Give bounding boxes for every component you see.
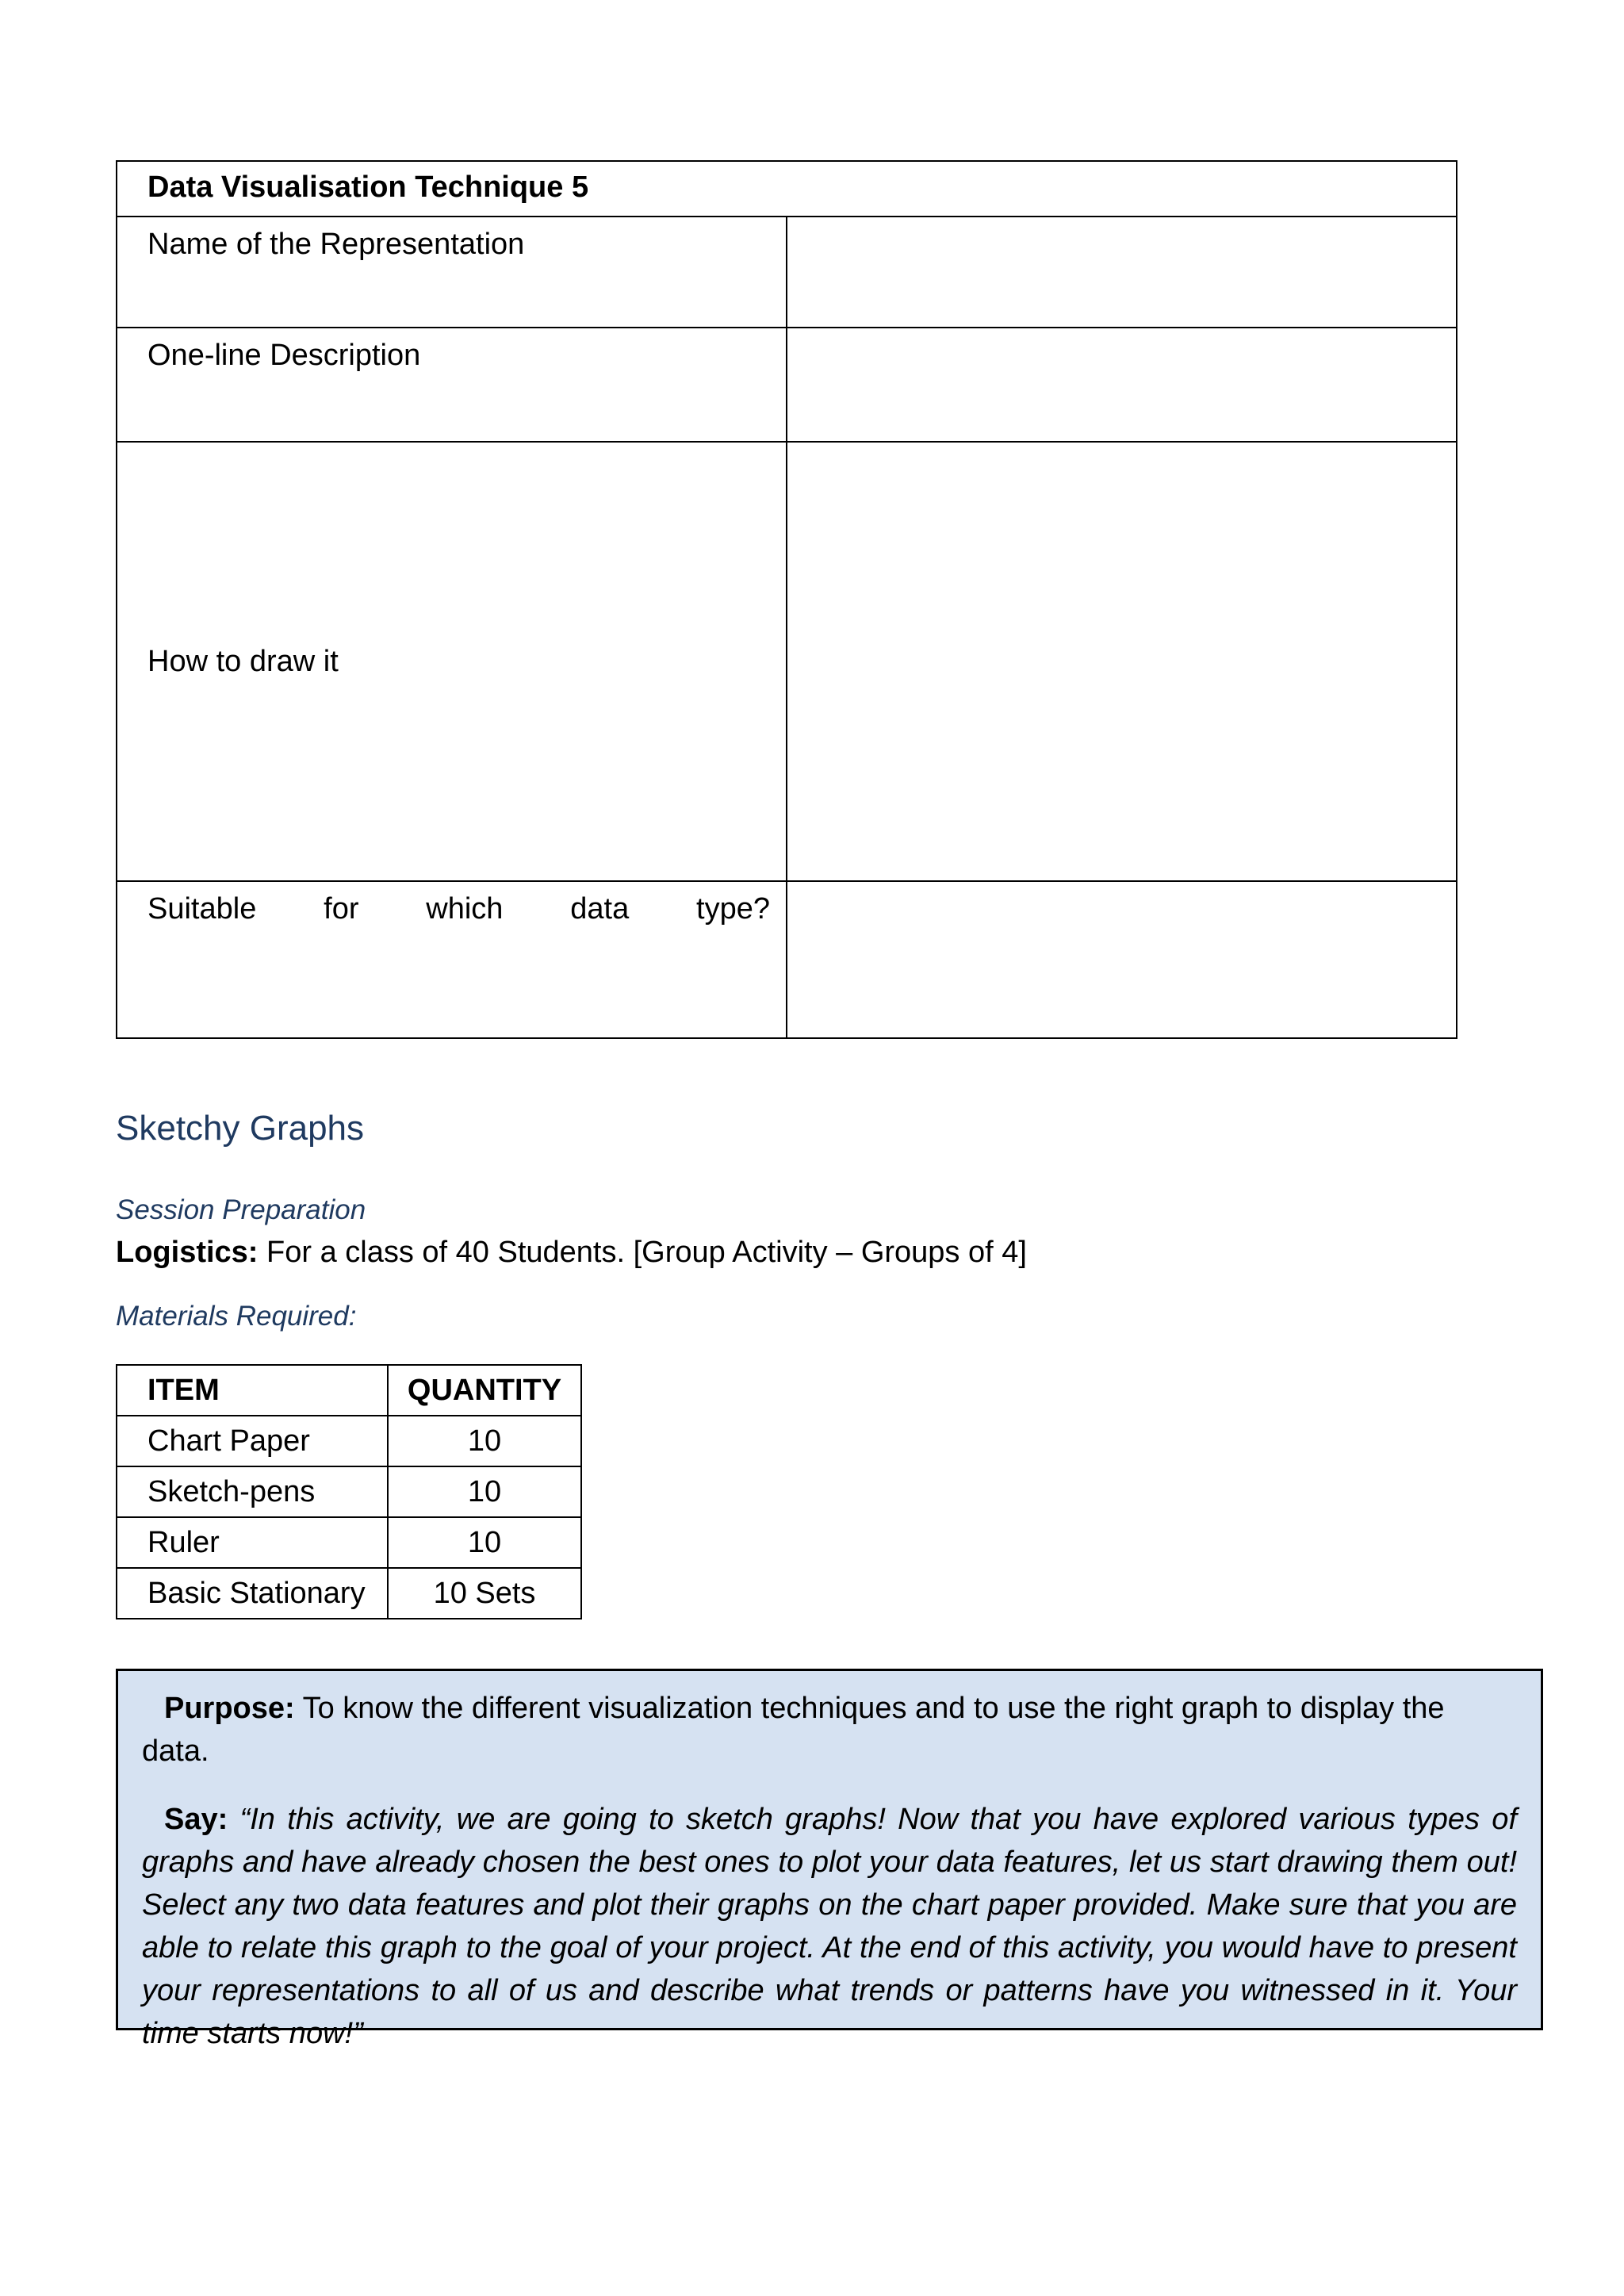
logistics-text: For a class of 40 Students. [Group Activity – Groups of 4] (258, 1236, 1027, 1269)
purpose-text: To know the different visualization techniques and to use the right graph to display the data. (142, 1692, 1445, 1768)
quantity-cell: 10 (388, 1416, 581, 1466)
row-value-description[interactable] (787, 328, 1457, 442)
materials-header-row (117, 1365, 581, 1416)
logistics-label: Logistics: (116, 1236, 259, 1269)
quantity-cell: 10 (388, 1517, 581, 1568)
materials-required-heading: Materials Required: (116, 1301, 357, 1332)
purpose-paragraph (142, 1687, 1517, 1773)
technique-table-title: Data Visualisation Technique 5 (117, 161, 1457, 217)
say-label: Say: (164, 1803, 228, 1836)
column-header-quantity: QUANTITY (388, 1365, 581, 1416)
say-text: “In this activity, we are going to sketch graphs! Now that you have explored various types of graphs and have already chosen the best ones to plot your data features, let us start drawing them out! Select any two data features and plot their graphs on the chart paper provided. Make sure that you are able to relate this graph to the goal of your project. At the end of this activity, you would have to present your representations to all of us and describe what trends or patterns have you witnessed in it. Your time starts now!” (142, 1803, 1517, 2050)
column-header-item: ITEM (117, 1365, 388, 1416)
row-value-name[interactable] (787, 217, 1457, 328)
section-title: Sketchy Graphs (116, 1109, 365, 1148)
materials-table (116, 1364, 582, 1619)
table-row (117, 442, 1457, 881)
session-preparation-heading: Session Preparation (116, 1194, 366, 1225)
technique-table-header-row (117, 161, 1457, 217)
row-label-data-type: Suitable for which data type? (117, 881, 787, 1038)
item-cell: Sketch-pens (117, 1466, 388, 1517)
purpose-label: Purpose: (164, 1692, 295, 1725)
table-row (117, 1466, 581, 1517)
quantity-cell: 10 (388, 1466, 581, 1517)
quantity-cell: 10 Sets (388, 1568, 581, 1619)
purpose-box (116, 1669, 1543, 2050)
table-row (117, 328, 1457, 442)
table-row (117, 217, 1457, 328)
item-cell: Basic Stationary (117, 1568, 388, 1619)
technique-table (116, 160, 1457, 1039)
table-row (117, 1517, 581, 1568)
table-row (117, 881, 1457, 1038)
table-row (117, 1568, 581, 1619)
item-cell: Ruler (117, 1517, 388, 1568)
row-label-how-to-draw: How to draw it (117, 442, 787, 881)
logistics-line (116, 1236, 1027, 1270)
item-cell: Chart Paper (117, 1416, 388, 1466)
row-label-name: Name of the Representation (117, 217, 787, 328)
row-label-description: One-line Description (117, 328, 787, 442)
row-value-data-type[interactable] (787, 881, 1457, 1038)
row-value-how-to-draw[interactable] (787, 442, 1457, 881)
say-paragraph (142, 1798, 1517, 2055)
table-row (117, 1416, 581, 1466)
